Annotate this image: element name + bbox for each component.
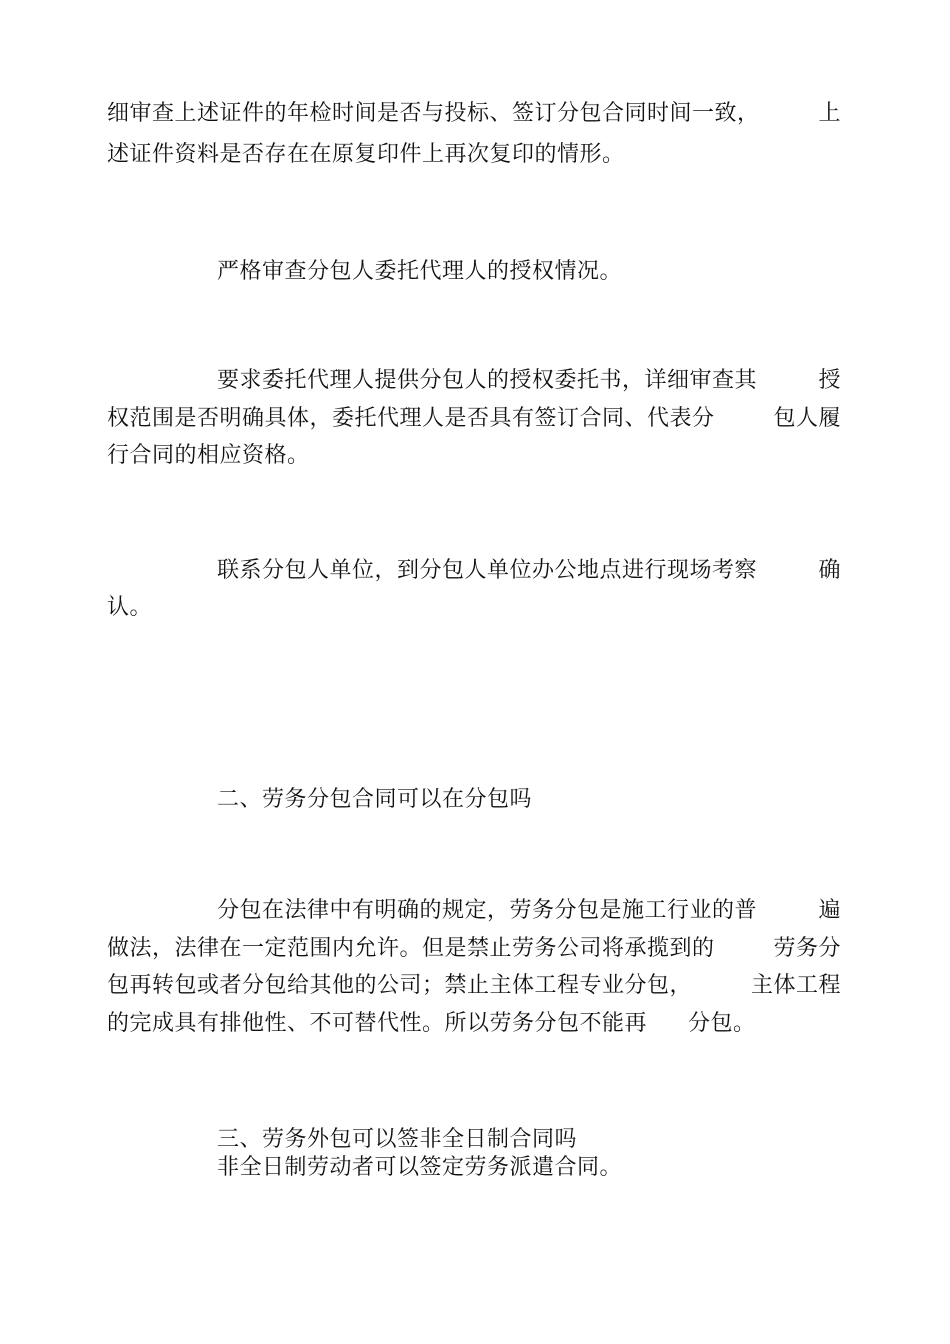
paragraph-1-line-1-end: 上 xyxy=(818,101,841,126)
paragraph-4-line-1-end: 确 xyxy=(818,558,841,583)
section-heading-3: 三、劳务外包可以签非全日制合同吗 xyxy=(217,1127,578,1152)
paragraph-5-line-3: 包再转包或者分包给其他的公司；禁止主体工程专业分包， xyxy=(107,973,693,998)
paragraph-2-line-1: 严格审查分包人委托代理人的授权情况。 xyxy=(217,259,623,284)
paragraph-6-line-1: 非全日制劳动者可以签定劳务派遣合同。 xyxy=(217,1155,623,1180)
paragraph-3-line-1: 要求委托代理人提供分包人的授权委托书，详细审查其 xyxy=(217,368,758,393)
paragraph-5-line-2-end: 劳务分 xyxy=(773,936,841,961)
paragraph-4-line-1: 联系分包人单位，到分包人单位办公地点进行现场考察 xyxy=(217,558,758,583)
paragraph-3-line-2: 权范围是否明确具体，委托代理人是否具有签订合同、代表分 xyxy=(107,406,715,431)
paragraph-3-line-3: 行合同的相应资格。 xyxy=(107,443,310,468)
paragraph-5-line-4: 的完成具有排他性、不可替代性。所以劳务分包不能再 xyxy=(107,1011,648,1036)
paragraph-5-line-2: 做法，法律在一定范围内允许。但是禁止劳务公司将承揽到的 xyxy=(107,936,715,961)
paragraph-5-line-3-end: 主体工程 xyxy=(750,973,841,998)
paragraph-4-line-2: 认。 xyxy=(107,595,153,620)
paragraph-3-line-2-end: 包人履 xyxy=(773,406,841,431)
paragraph-5-line-1-end: 遍 xyxy=(818,898,841,923)
paragraph-1-line-2: 述证件资料是否存在在原复印件上再次复印的情形。 xyxy=(107,142,625,167)
paragraph-5-line-1: 分包在法律中有明确的规定，劳务分包是施工行业的普 xyxy=(217,898,758,923)
paragraph-5-line-4-end: 分包。 xyxy=(688,1011,756,1036)
paragraph-3-line-1-end: 授 xyxy=(818,368,841,393)
section-heading-2: 二、劳务分包合同可以在分包吗 xyxy=(217,787,533,812)
paragraph-1-line-1: 细审查上述证件的年检时间是否与投标、签订分包合同时间一致， xyxy=(107,101,760,126)
